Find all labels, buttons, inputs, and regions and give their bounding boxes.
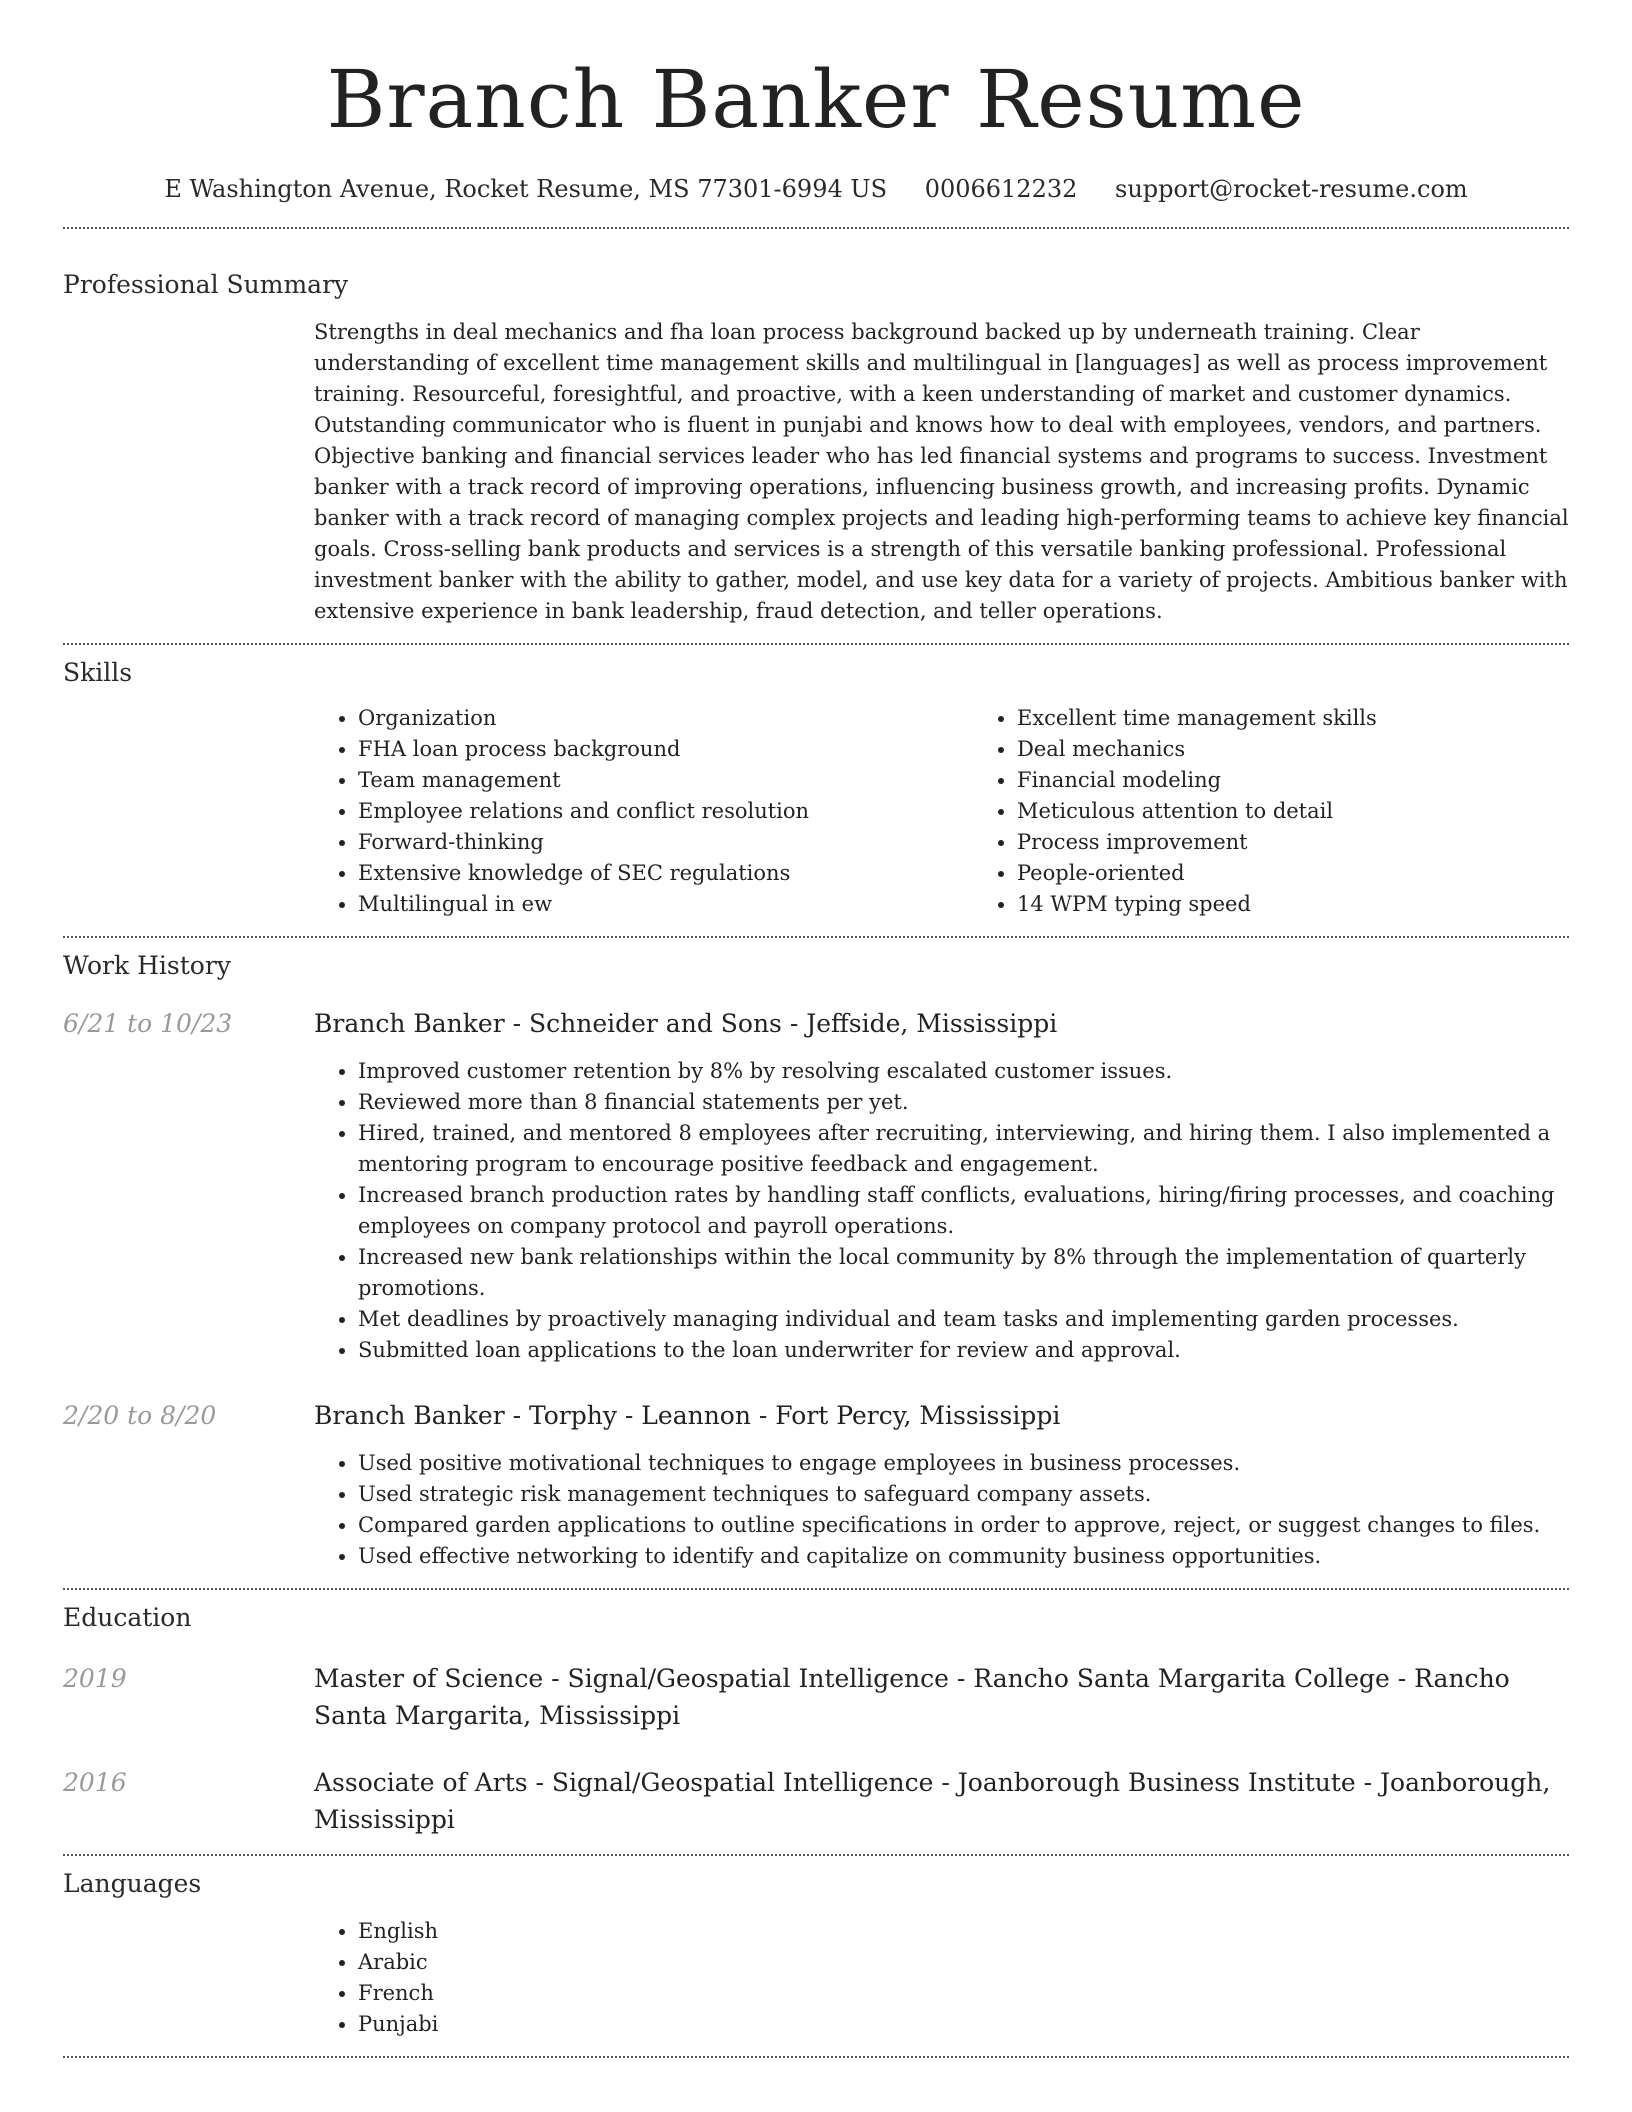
list-item: • FHA loan process background	[358, 734, 973, 765]
list-item: • Extensive knowledge of SEC regulations	[358, 858, 973, 889]
work-section	[63, 950, 1569, 1572]
education-entry	[63, 1660, 1569, 1734]
list-item: • Increased new bank relationships within the local community by 8% through the implementation of quarterly promotions.	[358, 1242, 1569, 1304]
list-item: • English	[358, 1916, 1569, 1947]
job-bullets	[314, 1056, 1569, 1366]
job-title: Branch Banker - Schneider and Sons - Jeffside, Mississippi	[314, 1009, 1058, 1038]
contact-line	[63, 174, 1569, 204]
work-heading: Work History	[63, 951, 231, 980]
list-item: • 14 WPM typing speed	[1017, 889, 1632, 920]
skills-list-left	[314, 703, 973, 920]
list-item: • Submitted loan applications to the loan underwriter for review and approval.	[358, 1335, 1569, 1366]
list-item: • Used effective networking to identify and capitalize on community business opportunities.	[358, 1541, 1569, 1572]
list-item: • Used strategic risk management techniques to safeguard company assets.	[358, 1479, 1569, 1510]
skills-list-right	[973, 703, 1632, 920]
list-item: • Excellent time management skills	[1017, 703, 1632, 734]
list-item: • Forward-thinking	[358, 827, 973, 858]
divider	[63, 1588, 1569, 1590]
summary-section	[63, 269, 1569, 627]
summary-heading: Professional Summary	[63, 270, 349, 299]
job-entry	[63, 1400, 1569, 1572]
list-item: • Meticulous attention to detail	[1017, 796, 1632, 827]
job-entry	[63, 1008, 1569, 1366]
list-item: • Organization	[358, 703, 973, 734]
list-item: • Met deadlines by proactively managing individual and team tasks and implementing garden processes.	[358, 1304, 1569, 1335]
list-item: • Deal mechanics	[1017, 734, 1632, 765]
skills-section	[63, 657, 1569, 920]
education-text: Master of Science - Signal/Geospatial Intelligence - Rancho Santa Margarita College - Rancho Santa Margarita, Mississippi	[314, 1664, 1510, 1730]
education-text: Associate of Arts - Signal/Geospatial Intelligence - Joanborough Business Institute - Joanborough, Mississippi	[314, 1768, 1551, 1834]
list-item: • Process improvement	[1017, 827, 1632, 858]
languages-section	[63, 1868, 1569, 2040]
divider	[63, 2056, 1569, 2058]
education-entry	[63, 1764, 1569, 1838]
divider	[63, 1854, 1569, 1856]
contact-phone: 0006612232	[924, 175, 1078, 203]
list-item: • People-oriented	[1017, 858, 1632, 889]
languages-heading: Languages	[63, 1869, 202, 1898]
list-item: • Improved customer retention by 8% by resolving escalated customer issues.	[358, 1056, 1569, 1087]
divider	[63, 936, 1569, 938]
resume-page	[63, 0, 1569, 2058]
list-item: • Compared garden applications to outline specifications in order to approve, reject, or suggest changes to files.	[358, 1510, 1569, 1541]
contact-email[interactable]: support@rocket-resume.com	[1115, 175, 1468, 203]
list-item: • Arabic	[358, 1947, 1569, 1978]
education-year: 2016	[63, 1768, 127, 1797]
summary-text: Strengths in deal mechanics and fha loan process background backed up by underneath training. Clear understanding of excellent time management skills and multilingual in [languages] as well as process improvement training. Resourceful, foresightful, and proactive, with a keen understanding of market and customer dynamics. Outstanding communicator who is fluent in punjabi and knows how to deal with employees, vendors, and partners. Objective banking and financial services leader who has led financial systems and programs to success. Investment banker with a track record of improving operations, influencing business growth, and increasing profits. Dynamic banker with a track record of managing complex projects and leading high-performing teams to achieve key financial goals. Cross-selling bank products and services is a strength of this versatile banking professional. Professional investment banker with the ability to gather, model, and use key data for a variety of projects. Ambitious banker with extensive experience in bank leadership, fraud detection, and teller operations.	[314, 320, 1569, 623]
list-item: • Team management	[358, 765, 973, 796]
contact-address: E Washington Avenue, Rocket Resume, MS 77301-6994 US	[164, 175, 888, 203]
job-dates: 6/21 to 10/23	[63, 1009, 233, 1038]
list-item: • Hired, trained, and mentored 8 employees after recruiting, interviewing, and hiring them. I also implemented a mentoring program to encourage positive feedback and engagement.	[358, 1118, 1569, 1180]
list-item: • Reviewed more than 8 financial statements per yet.	[358, 1087, 1569, 1118]
job-bullets	[314, 1448, 1569, 1572]
list-item: • Financial modeling	[1017, 765, 1632, 796]
education-year: 2019	[63, 1664, 127, 1693]
list-item: • Used positive motivational techniques to engage employees in business processes.	[358, 1448, 1569, 1479]
job-title: Branch Banker - Torphy - Leannon - Fort Percy, Mississippi	[314, 1401, 1061, 1430]
job-dates: 2/20 to 8/20	[63, 1401, 217, 1430]
skills-heading: Skills	[63, 658, 133, 687]
list-item: • Increased branch production rates by handling staff conflicts, evaluations, hiring/firing processes, and coaching employees on company protocol and payroll operations.	[358, 1180, 1569, 1242]
divider	[63, 227, 1569, 229]
education-heading: Education	[63, 1603, 192, 1632]
divider	[63, 643, 1569, 645]
list-item: • French	[358, 1978, 1569, 2009]
list-item: • Employee relations and conflict resolution	[358, 796, 973, 827]
education-section	[63, 1602, 1569, 1838]
languages-list	[314, 1916, 1569, 2040]
list-item: • Punjabi	[358, 2009, 1569, 2040]
list-item: • Multilingual in ew	[358, 889, 973, 920]
resume-name: Branch Banker Resume	[326, 53, 1306, 146]
